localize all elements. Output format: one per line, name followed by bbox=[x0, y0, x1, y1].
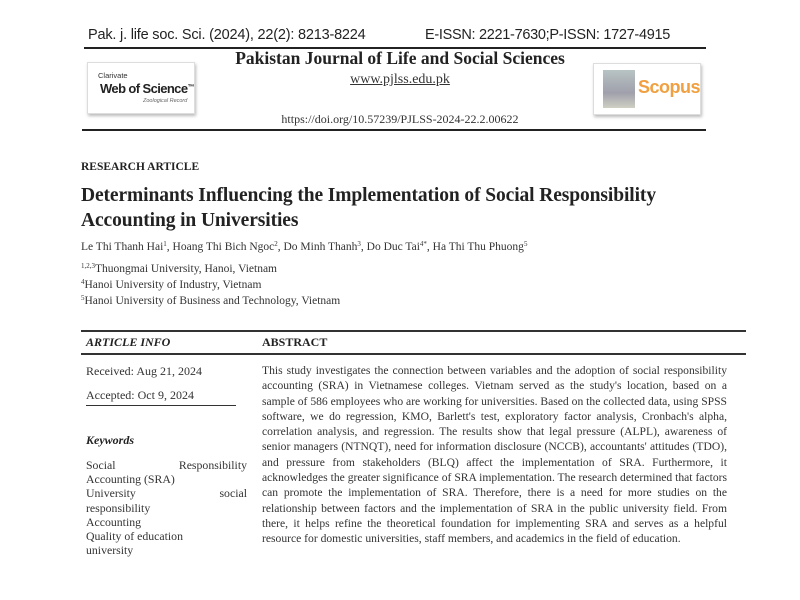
accepted-date: Accepted: Oct 9, 2024 bbox=[86, 388, 194, 402]
keyword-line: Quality of education bbox=[86, 529, 183, 544]
zoological-record-label: Zoological Record bbox=[143, 98, 188, 104]
keyword-line: Accounting (SRA) bbox=[86, 472, 175, 487]
section-divider-top bbox=[81, 330, 746, 332]
author-list: Le Thi Thanh Hai$^1$, Hoang Thi Bich Ngoc$^2$, Do Minh Thanh$^3$, Do Duc Tai$^{4*}$, Ha Thi Thu Phuong$^5$ bbox=[81, 240, 528, 253]
author: Do Duc Tai bbox=[366, 241, 420, 253]
elsevier-tree-icon bbox=[603, 70, 635, 108]
scopus-logo bbox=[593, 63, 701, 115]
keywords-heading: Keywords bbox=[86, 433, 134, 447]
article-info-heading: ARTICLE INFO bbox=[86, 335, 171, 349]
journal-name: Pakistan Journal of Life and Social Sciences bbox=[235, 48, 565, 68]
keyword-line: responsibility bbox=[86, 500, 151, 515]
issn: E-ISSN: 2221-7630;P-ISSN: 1727-4915 bbox=[425, 27, 671, 43]
author: Do Minh Thanh bbox=[283, 241, 358, 253]
web-of-science-logo bbox=[87, 62, 195, 114]
keyword-line: Accounting bbox=[86, 514, 142, 529]
abstract-text: This study investigates the connection between variables and the adoption of social responsibility accounting (SRA) in Vietnamese colleges. Vietnam served as the study's location, based on a sample of 586 employees who are working for universities. Based on the collected data, using SPSS software, we do regression, KMO, Barlett's test, exploratory factor analysis, Cronbach's alpha, correlation analysis, and regression. The results show that legal pressure (ALPL), awareness of senior managers (NTNQT), need for information disclosure (NCCB), accountants' attitudes (TDO), and pressure from stakeholders (BLQ) affect the implementation of SRA. Furthermore, it acknowledges the greater significance of SRA implementation. The research determined that factors can promote the implementation of SRA. Therefore, there is a need for more studies on the relationship between factors and the implementation of SRA in the public university field. From there, it helps refine the theoretical foundation for implementing SRA and serves as a helpful resource for domestic universities, staff members, and academics in the field of education. bbox=[262, 364, 727, 546]
web-of-science-name: Web of Science™ bbox=[100, 81, 194, 96]
received-date: Received: Aug 21, 2024 bbox=[86, 364, 202, 378]
keywords-list bbox=[86, 458, 247, 557]
dates-divider bbox=[86, 405, 236, 406]
author: Ha Thi Thu Phuong bbox=[432, 241, 524, 253]
author: Hoang Thi Bich Ngoc bbox=[172, 241, 275, 253]
keyword-line: university bbox=[86, 543, 134, 558]
clarivate-brand: Clarivate bbox=[98, 71, 128, 80]
doi-link[interactable]: https://doi.org/10.57239/PJLSS-2024-22.2.00622 bbox=[281, 112, 519, 126]
journal-citation: Pak. j. life soc. Sci. (2024), 22(2): 8213-8224 bbox=[88, 27, 366, 43]
article-title: Determinants Influencing the Implementation of Social Responsibility Accounting in Universities bbox=[81, 185, 656, 231]
affiliation: $^{1,2,3}$Thuongmai University, Hanoi, Vietnam bbox=[81, 262, 278, 275]
affiliation: $^4$Hanoi University of Industry, Vietnam bbox=[81, 278, 262, 291]
author: Le Thi Thanh Hai bbox=[81, 241, 164, 253]
scopus-name: Scopus bbox=[638, 77, 701, 97]
journal-website-link[interactable]: www.pjlss.edu.pk bbox=[350, 72, 450, 87]
article-type: RESEARCH ARTICLE bbox=[81, 161, 200, 173]
keyword-line: Social Responsibility bbox=[86, 458, 247, 472]
abstract-heading: ABSTRACT bbox=[262, 335, 328, 349]
keyword-line: University social bbox=[86, 486, 247, 501]
affiliation: $^5$Hanoi University of Business and Technology, Vietnam bbox=[81, 294, 341, 307]
section-divider-bottom bbox=[81, 353, 746, 355]
doi-divider bbox=[82, 129, 706, 131]
